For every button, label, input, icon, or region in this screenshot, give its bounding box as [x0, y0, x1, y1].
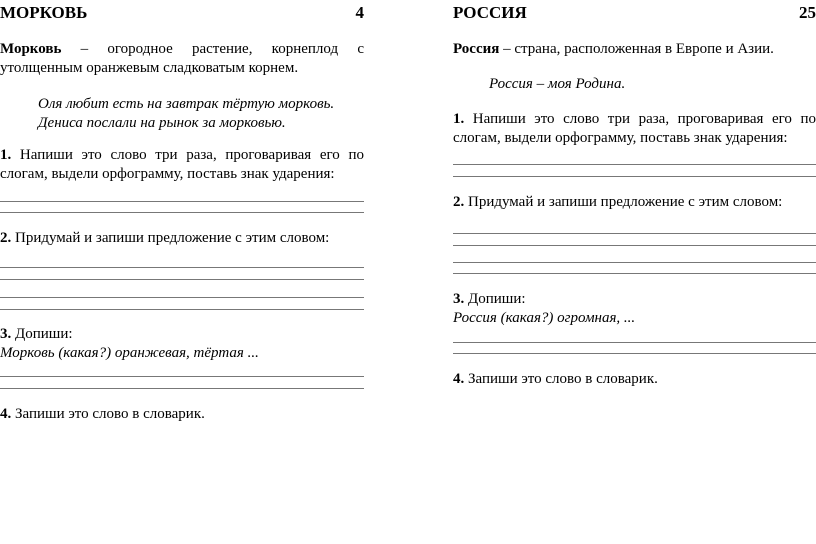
task-4-text: Запиши это слово в словарик. — [11, 406, 205, 422]
task-2 — [0, 229, 364, 248]
task-4-number: 4. — [453, 371, 465, 387]
answer-line — [0, 376, 364, 377]
task-4-number: 4. — [0, 406, 12, 422]
task-2 — [453, 193, 816, 212]
example-sentences — [38, 95, 364, 133]
answer-line — [453, 342, 816, 343]
page-header — [0, 3, 364, 23]
definition-text: – страна, расположенная в Европе и Азии. — [499, 41, 774, 57]
task-3 — [0, 325, 364, 363]
task-2-number: 2. — [453, 194, 465, 210]
task-4-text: Запиши это слово в словарик. — [464, 371, 658, 387]
page-title: РОССИЯ — [453, 3, 527, 22]
answer-line — [453, 273, 816, 274]
answer-line — [0, 388, 364, 389]
answer-line — [0, 279, 364, 280]
example-sentence-1: Россия – моя Родина. — [489, 76, 626, 92]
example-sentence-1: Оля любит есть на завтрак тёртую морковь. — [38, 96, 335, 112]
example-sentences — [489, 75, 816, 94]
page-title: МОРКОВЬ — [0, 3, 88, 22]
task-1-number: 1. — [453, 111, 465, 127]
page-header — [453, 3, 816, 23]
task-1-text: Напиши это слово три раза, проговаривая его по слогам, выдели орфограмму, поставь знак ударения: — [453, 111, 816, 146]
task-2-number: 2. — [0, 230, 12, 246]
definition — [0, 40, 364, 78]
task-1-text: Напиши это слово три раза, проговаривая его по слогам, выдели орфограмму, поставь знак ударения: — [0, 147, 364, 182]
task-1-number: 1. — [0, 147, 12, 163]
answer-line — [453, 233, 816, 234]
answer-line — [453, 353, 816, 354]
answer-line — [0, 212, 364, 213]
task-3-number: 3. — [453, 291, 465, 307]
answer-line — [0, 267, 364, 268]
definition — [453, 40, 816, 59]
task-3 — [453, 290, 816, 328]
definition-text: – огородное растение, корнеплод с утолщенным оранжевым сладковатым корнем. — [0, 41, 364, 76]
answer-line — [0, 297, 364, 298]
task-4 — [453, 370, 816, 389]
task-3-text: Допиши: — [11, 326, 73, 342]
definition-word: Морковь — [0, 41, 62, 57]
page-number: 25 — [799, 3, 816, 22]
task-1 — [0, 146, 364, 184]
answer-line — [453, 262, 816, 263]
task-3-prompt: Морковь (какая?) оранжевая, тёртая ... — [0, 345, 259, 361]
task-3-prompt: Россия (какая?) огромная, ... — [453, 310, 636, 326]
page-number: 4 — [355, 3, 364, 22]
example-sentence-2: Дениса послали на рынок за морковью. — [38, 115, 286, 131]
definition-word: Россия — [453, 41, 500, 57]
answer-line — [0, 309, 364, 310]
answer-line — [453, 176, 816, 177]
task-2-text: Придумай и запиши предложение с этим словом: — [11, 230, 330, 246]
answer-line — [0, 201, 364, 202]
answer-line — [453, 245, 816, 246]
task-4 — [0, 405, 364, 424]
answer-line — [453, 164, 816, 165]
task-3-number: 3. — [0, 326, 12, 342]
task-2-text: Придумай и запиши предложение с этим словом: — [464, 194, 783, 210]
task-1 — [453, 110, 816, 148]
task-3-text: Допиши: — [464, 291, 526, 307]
